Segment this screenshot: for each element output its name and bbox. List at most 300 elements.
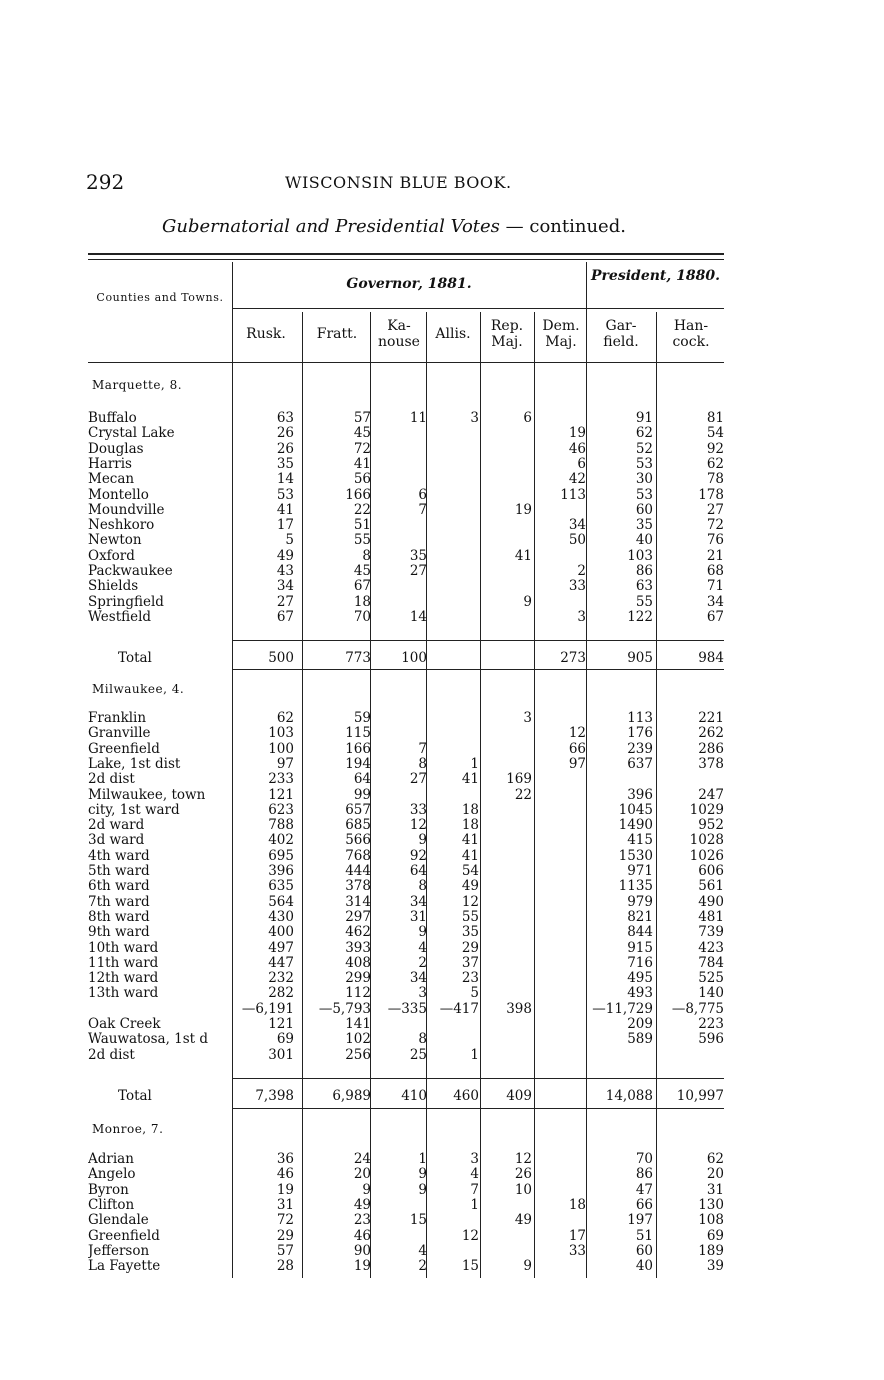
town-name: Oxford bbox=[88, 547, 135, 564]
table-row bbox=[88, 832, 728, 848]
vote-cell: 2 bbox=[418, 1258, 427, 1275]
vote-cell: 9 bbox=[523, 593, 532, 610]
town-name: Buffalo bbox=[88, 410, 137, 426]
vote-cell: 62 bbox=[276, 710, 294, 726]
town-name: Jefferson bbox=[88, 1242, 150, 1259]
vote-cell: 92 bbox=[409, 847, 427, 864]
vote-cell: 232 bbox=[268, 970, 294, 987]
vote-cell: 8 bbox=[418, 1031, 427, 1048]
vote-cell: 40 bbox=[635, 532, 653, 549]
vote-cell: 121 bbox=[268, 1016, 294, 1032]
vote-cell: 27 bbox=[409, 771, 427, 788]
table-row bbox=[88, 410, 728, 426]
vote-cell: 92 bbox=[706, 440, 724, 457]
vote-cell: 784 bbox=[698, 954, 724, 971]
vote-cell: 3 bbox=[523, 710, 532, 726]
town-name: 13th ward bbox=[88, 985, 159, 1002]
vote-cell: 18 bbox=[461, 817, 479, 834]
vote-cell: 67 bbox=[706, 608, 724, 625]
vote-cell: 378 bbox=[698, 755, 724, 772]
vote-cell: 18 bbox=[461, 801, 479, 818]
vote-cell: 9 bbox=[523, 1258, 532, 1275]
vote-cell: 481 bbox=[698, 908, 724, 925]
vote-cell: 12 bbox=[514, 1151, 532, 1167]
vote-cell: 400 bbox=[268, 924, 294, 941]
vote-cell: 256 bbox=[345, 1046, 371, 1063]
vote-cell: 282 bbox=[268, 985, 294, 1002]
vote-cell: 637 bbox=[627, 755, 653, 772]
vote-cell: 657 bbox=[345, 801, 371, 818]
town-name: Shields bbox=[88, 578, 139, 595]
town-name: Douglas bbox=[88, 440, 144, 457]
counties-header: Counties and Towns. bbox=[96, 291, 224, 304]
header-rep-maj: Rep. Maj. bbox=[490, 318, 524, 350]
vote-cell: 9 bbox=[418, 924, 427, 941]
vote-cell: 8 bbox=[418, 755, 427, 772]
vote-cell: 984 bbox=[698, 650, 724, 666]
table-row bbox=[88, 756, 728, 772]
vote-cell: 62 bbox=[706, 1151, 724, 1167]
vote-cell: 1 bbox=[470, 1196, 479, 1213]
vote-cell: 408 bbox=[345, 954, 371, 971]
vote-cell: 209 bbox=[627, 1016, 653, 1032]
table-row bbox=[88, 1258, 728, 1274]
table-row bbox=[88, 1228, 728, 1244]
table-row bbox=[88, 985, 728, 1001]
vote-cell: 1029 bbox=[689, 801, 724, 818]
vote-cell: 42 bbox=[568, 471, 586, 488]
vote-cell: 178 bbox=[698, 486, 724, 503]
vote-cell: 103 bbox=[627, 547, 653, 564]
vote-cell: 49 bbox=[514, 1212, 532, 1229]
vote-cell: 273 bbox=[560, 650, 586, 666]
town-name: Packwaukee bbox=[88, 563, 173, 579]
vote-cell: 45 bbox=[353, 425, 371, 442]
town-name: 6th ward bbox=[88, 878, 150, 895]
vote-cell: 739 bbox=[698, 924, 724, 941]
vote-cell: 35 bbox=[276, 455, 294, 472]
vote-cell: 59 bbox=[353, 710, 371, 726]
town-name: Mecan bbox=[88, 471, 135, 488]
table-row bbox=[88, 940, 728, 956]
vote-cell: 695 bbox=[268, 847, 294, 864]
vote-cell: 102 bbox=[345, 1031, 371, 1048]
vote-cell: 409 bbox=[506, 1088, 532, 1104]
vote-cell: 29 bbox=[461, 939, 479, 956]
vote-cell: 396 bbox=[627, 786, 653, 803]
vote-cell: 6 bbox=[418, 486, 427, 503]
town-name: city, 1st ward bbox=[88, 801, 180, 818]
table-row bbox=[88, 848, 728, 864]
town-name: Greenfield bbox=[88, 740, 160, 757]
vote-cell: 444 bbox=[345, 863, 371, 879]
vote-cell: 52 bbox=[635, 440, 653, 457]
table-row bbox=[88, 548, 728, 564]
vote-cell: 189 bbox=[698, 1242, 724, 1259]
vote-cell: 36 bbox=[276, 1151, 294, 1167]
vote-cell: 31 bbox=[276, 1196, 294, 1213]
town-name: Harris bbox=[88, 455, 132, 472]
table-row bbox=[88, 1151, 728, 1167]
vote-cell: 33 bbox=[568, 578, 586, 595]
vote-cell: 393 bbox=[345, 939, 371, 956]
vote-cell: 166 bbox=[345, 740, 371, 757]
header-allis: Allis. bbox=[435, 326, 471, 342]
table-row bbox=[88, 609, 728, 625]
town-name: Springfield bbox=[88, 593, 164, 610]
vote-cell: 69 bbox=[706, 1227, 724, 1244]
vote-cell: 9 bbox=[418, 1166, 427, 1183]
town-name: Milwaukee, town bbox=[88, 786, 206, 803]
vote-cell: 716 bbox=[627, 954, 653, 971]
vote-cell: 55 bbox=[461, 908, 479, 925]
town-name: Total bbox=[118, 650, 152, 666]
vote-cell: 49 bbox=[353, 1196, 371, 1213]
county-heading: Monroe, 7. bbox=[92, 1122, 164, 1136]
vote-cell: 17 bbox=[276, 517, 294, 534]
vote-cell: 100 bbox=[268, 740, 294, 757]
vote-cell: 141 bbox=[345, 1016, 371, 1032]
table-row bbox=[88, 578, 728, 594]
town-name: Glendale bbox=[88, 1212, 149, 1229]
vote-cell: 239 bbox=[627, 740, 653, 757]
vote-cell: 378 bbox=[345, 878, 371, 895]
table-row bbox=[88, 894, 728, 910]
table-row bbox=[88, 863, 728, 879]
town-name: Greenfield bbox=[88, 1227, 160, 1244]
vote-cell: 46 bbox=[276, 1166, 294, 1183]
vote-cell: 18 bbox=[568, 1196, 586, 1213]
header-fratt: Fratt. bbox=[316, 326, 358, 342]
town-name: Lake, 1st dist bbox=[88, 755, 181, 772]
vote-cell: 194 bbox=[345, 755, 371, 772]
table-row bbox=[88, 425, 728, 441]
vote-cell: 497 bbox=[268, 939, 294, 956]
vote-cell: 63 bbox=[276, 410, 294, 426]
vote-cell: 53 bbox=[635, 486, 653, 503]
vote-cell: 46 bbox=[353, 1227, 371, 1244]
vote-cell: 71 bbox=[706, 578, 724, 595]
table-row bbox=[88, 1031, 728, 1047]
vote-cell: 34 bbox=[276, 578, 294, 595]
vote-cell: 66 bbox=[635, 1196, 653, 1213]
vote-cell: 12 bbox=[409, 817, 427, 834]
header-bottom-rule bbox=[88, 362, 724, 363]
vote-cell: 14 bbox=[276, 471, 294, 488]
vote-cell: 525 bbox=[698, 970, 724, 987]
vote-cell: 40 bbox=[635, 1258, 653, 1275]
vote-cell: 53 bbox=[635, 455, 653, 472]
vote-cell: 1135 bbox=[618, 878, 653, 895]
table-row bbox=[88, 517, 728, 533]
vote-cell: 97 bbox=[276, 755, 294, 772]
vote-cell: 979 bbox=[627, 893, 653, 910]
vote-cell: 262 bbox=[698, 725, 724, 742]
town-name: Adrian bbox=[88, 1151, 134, 1167]
vote-cell: 589 bbox=[627, 1031, 653, 1048]
vote-cell: 41 bbox=[461, 832, 479, 849]
vote-cell: 247 bbox=[698, 786, 724, 803]
header-garfield: Gar-field. bbox=[603, 318, 639, 350]
town-name: 3d ward bbox=[88, 832, 145, 849]
table-row bbox=[88, 817, 728, 833]
vote-cell: 606 bbox=[698, 863, 724, 879]
town-name: 5th ward bbox=[88, 863, 150, 879]
vote-cell: 9 bbox=[418, 832, 427, 849]
vote-cell: 49 bbox=[276, 547, 294, 564]
vote-cell: 4 bbox=[418, 1242, 427, 1259]
vote-cell: 86 bbox=[635, 563, 653, 579]
table-row bbox=[88, 710, 728, 726]
vote-cell: 11 bbox=[409, 410, 427, 426]
vote-cell: 97 bbox=[568, 755, 586, 772]
vote-cell: 20 bbox=[706, 1166, 724, 1183]
vote-cell: 130 bbox=[698, 1196, 724, 1213]
governor-underline bbox=[232, 308, 586, 309]
vote-cell: 1 bbox=[470, 755, 479, 772]
vote-cell: 6,989 bbox=[332, 1088, 371, 1104]
vote-cell: 7,398 bbox=[255, 1088, 294, 1104]
vote-cell: 402 bbox=[268, 832, 294, 849]
vote-cell: 19 bbox=[568, 425, 586, 442]
vote-cell: 76 bbox=[706, 532, 724, 549]
vote-cell: 410 bbox=[401, 1088, 427, 1104]
table-row bbox=[88, 594, 728, 610]
vote-cell: 66 bbox=[568, 740, 586, 757]
president-header: President, 1880. bbox=[591, 268, 720, 284]
vote-cell: 81 bbox=[706, 410, 724, 426]
vote-cell: 115 bbox=[345, 725, 371, 742]
town-name: 2d dist bbox=[88, 1046, 135, 1063]
town-name: 10th ward bbox=[88, 939, 159, 956]
vote-cell: 10 bbox=[514, 1181, 532, 1198]
vote-cell: 12 bbox=[461, 1227, 479, 1244]
governor-header: Governor, 1881. bbox=[346, 276, 472, 292]
vote-cell: 29 bbox=[276, 1227, 294, 1244]
table-row bbox=[88, 1182, 728, 1198]
vote-cell: 1 bbox=[470, 1046, 479, 1063]
vote-cell: 768 bbox=[345, 847, 371, 864]
vote-cell: 233 bbox=[268, 771, 294, 788]
vote-cell: —6,191 bbox=[241, 1000, 294, 1017]
header-dem-maj: Dem. Maj. bbox=[542, 318, 580, 350]
town-name: 9th ward bbox=[88, 924, 150, 941]
vote-cell: 121 bbox=[268, 786, 294, 803]
town-name: 8th ward bbox=[88, 908, 150, 925]
table-row bbox=[88, 1243, 728, 1259]
vote-cell: 14,088 bbox=[605, 1088, 653, 1104]
vote-cell: 46 bbox=[568, 440, 586, 457]
town-name: La Fayette bbox=[88, 1258, 161, 1275]
table-row bbox=[88, 909, 728, 925]
vote-cell: 5 bbox=[285, 532, 294, 549]
town-name: 7th ward bbox=[88, 893, 150, 910]
vote-cell: 57 bbox=[353, 410, 371, 426]
vote-cell: 286 bbox=[698, 740, 724, 757]
vote-cell: 2 bbox=[418, 954, 427, 971]
vote-cell: 4 bbox=[470, 1166, 479, 1183]
president-underline bbox=[586, 308, 724, 309]
vote-cell: 28 bbox=[276, 1258, 294, 1275]
vote-cell: 17 bbox=[568, 1227, 586, 1244]
vote-cell: 50 bbox=[568, 532, 586, 549]
vote-cell: 223 bbox=[698, 1016, 724, 1032]
vote-cell: 3 bbox=[470, 1151, 479, 1167]
vote-cell: 60 bbox=[635, 1242, 653, 1259]
town-name: 2d ward bbox=[88, 817, 145, 834]
town-name: 11th ward bbox=[88, 954, 159, 971]
vote-cell: 314 bbox=[345, 893, 371, 910]
vote-cell: 1028 bbox=[689, 832, 724, 849]
vote-cell: 447 bbox=[268, 954, 294, 971]
vote-cell: 844 bbox=[627, 924, 653, 941]
vote-cell: 45 bbox=[353, 563, 371, 579]
vote-cell: 35 bbox=[461, 924, 479, 941]
vote-cell: 26 bbox=[514, 1166, 532, 1183]
vote-cell: 122 bbox=[627, 608, 653, 625]
vote-cell: 14 bbox=[409, 608, 427, 625]
vote-cell: 5 bbox=[470, 985, 479, 1002]
vote-cell: 27 bbox=[276, 593, 294, 610]
vote-cell: 788 bbox=[268, 817, 294, 834]
town-name: Oak Creek bbox=[88, 1016, 161, 1032]
table-row bbox=[88, 970, 728, 986]
vote-cell: 70 bbox=[353, 608, 371, 625]
vote-cell: 1026 bbox=[689, 847, 724, 864]
vote-cell: 26 bbox=[276, 440, 294, 457]
vote-cell: 113 bbox=[560, 486, 586, 503]
town-name: Clifton bbox=[88, 1196, 135, 1213]
vote-cell: 41 bbox=[276, 501, 294, 518]
vote-cell: 297 bbox=[345, 908, 371, 925]
vote-cell: —335 bbox=[387, 1000, 427, 1017]
vote-cell: 905 bbox=[627, 650, 653, 666]
vote-cell: 566 bbox=[345, 832, 371, 849]
town-name: 2d dist bbox=[88, 771, 135, 788]
vote-cell: 100 bbox=[401, 650, 427, 666]
vote-cell: 821 bbox=[627, 908, 653, 925]
header-kanouse: Ka-nouse bbox=[378, 318, 420, 350]
total-rule bbox=[232, 1078, 724, 1079]
vote-cell: 6 bbox=[577, 455, 586, 472]
vote-cell: 3 bbox=[577, 608, 586, 625]
caption-italic: Gubernatorial and Presidential Votes bbox=[162, 216, 500, 237]
vote-cell: 99 bbox=[353, 786, 371, 803]
vote-cell: 69 bbox=[276, 1031, 294, 1048]
vote-cell: 8 bbox=[418, 878, 427, 895]
table-row bbox=[88, 1166, 728, 1182]
vote-cell: 64 bbox=[409, 863, 427, 879]
vote-cell: 23 bbox=[353, 1212, 371, 1229]
vote-cell: 67 bbox=[276, 608, 294, 625]
vote-cell: 31 bbox=[409, 908, 427, 925]
vote-cell: 25 bbox=[409, 1046, 427, 1063]
vote-cell: 27 bbox=[706, 501, 724, 518]
vote-cell: 8 bbox=[362, 547, 371, 564]
vote-cell: 15 bbox=[461, 1258, 479, 1275]
vote-cell: 55 bbox=[353, 532, 371, 549]
vote-cell: 60 bbox=[635, 501, 653, 518]
vote-cell: 72 bbox=[353, 440, 371, 457]
vote-cell: 72 bbox=[276, 1212, 294, 1229]
total-rule bbox=[232, 1108, 724, 1109]
vote-cell: 103 bbox=[268, 725, 294, 742]
vote-cell: 3 bbox=[470, 410, 479, 426]
table-row bbox=[88, 924, 728, 940]
vote-cell: 19 bbox=[276, 1181, 294, 1198]
vote-cell: —8,775 bbox=[671, 1000, 724, 1017]
vote-cell: 1490 bbox=[618, 817, 653, 834]
town-name: Neshkoro bbox=[88, 517, 155, 534]
table-row bbox=[88, 955, 728, 971]
town-name: Total bbox=[118, 1088, 152, 1104]
vote-cell: 64 bbox=[353, 771, 371, 788]
vote-cell: 2 bbox=[577, 563, 586, 579]
vote-cell: 1530 bbox=[618, 847, 653, 864]
vote-cell: 41 bbox=[461, 771, 479, 788]
vote-cell: 415 bbox=[627, 832, 653, 849]
table-row bbox=[88, 1197, 728, 1213]
caption-continued: — continued. bbox=[499, 216, 626, 237]
vote-cell: 112 bbox=[345, 985, 371, 1002]
vote-cell: 33 bbox=[409, 801, 427, 818]
town-name: Franklin bbox=[88, 710, 147, 726]
vote-cell: 56 bbox=[353, 471, 371, 488]
vote-cell: 20 bbox=[353, 1166, 371, 1183]
vote-cell: 3 bbox=[418, 985, 427, 1002]
vote-cell: 1045 bbox=[618, 801, 653, 818]
vote-cell: 37 bbox=[461, 954, 479, 971]
table-row bbox=[88, 563, 728, 579]
vote-cell: 62 bbox=[706, 455, 724, 472]
vote-cell: 67 bbox=[353, 578, 371, 595]
vote-cell: 51 bbox=[353, 517, 371, 534]
vote-cell: 70 bbox=[635, 1151, 653, 1167]
county-heading: Milwaukee, 4. bbox=[92, 682, 185, 696]
vote-cell: 33 bbox=[568, 1242, 586, 1259]
vote-cell: 113 bbox=[627, 710, 653, 726]
table-row bbox=[88, 502, 728, 518]
vote-cell: 41 bbox=[514, 547, 532, 564]
vote-cell: 490 bbox=[698, 893, 724, 910]
header-hancock: Han-cock. bbox=[672, 318, 710, 350]
table-row bbox=[88, 471, 728, 487]
vote-cell: 35 bbox=[409, 547, 427, 564]
top-rule-thick bbox=[88, 253, 724, 255]
vote-cell: 54 bbox=[461, 863, 479, 879]
vote-cell: 500 bbox=[268, 650, 294, 666]
vote-cell: 30 bbox=[635, 471, 653, 488]
vote-cell: 221 bbox=[698, 710, 724, 726]
vote-cell: 493 bbox=[627, 985, 653, 1002]
vote-cell: 19 bbox=[353, 1258, 371, 1275]
vote-cell: 4 bbox=[418, 939, 427, 956]
vote-cell: 41 bbox=[461, 847, 479, 864]
table-row bbox=[88, 1047, 728, 1063]
vote-cell: 301 bbox=[268, 1046, 294, 1063]
vote-cell: 15 bbox=[409, 1212, 427, 1229]
vote-cell: 34 bbox=[706, 593, 724, 610]
total-rule bbox=[232, 669, 724, 670]
vote-cell: 166 bbox=[345, 486, 371, 503]
vote-cell: 31 bbox=[706, 1181, 724, 1198]
county-heading: Marquette, 8. bbox=[92, 378, 183, 392]
vote-cell: 495 bbox=[627, 970, 653, 987]
table-row bbox=[88, 802, 728, 818]
vote-cell: 47 bbox=[635, 1181, 653, 1198]
vote-cell: 12 bbox=[461, 893, 479, 910]
vote-cell: 7 bbox=[470, 1181, 479, 1198]
